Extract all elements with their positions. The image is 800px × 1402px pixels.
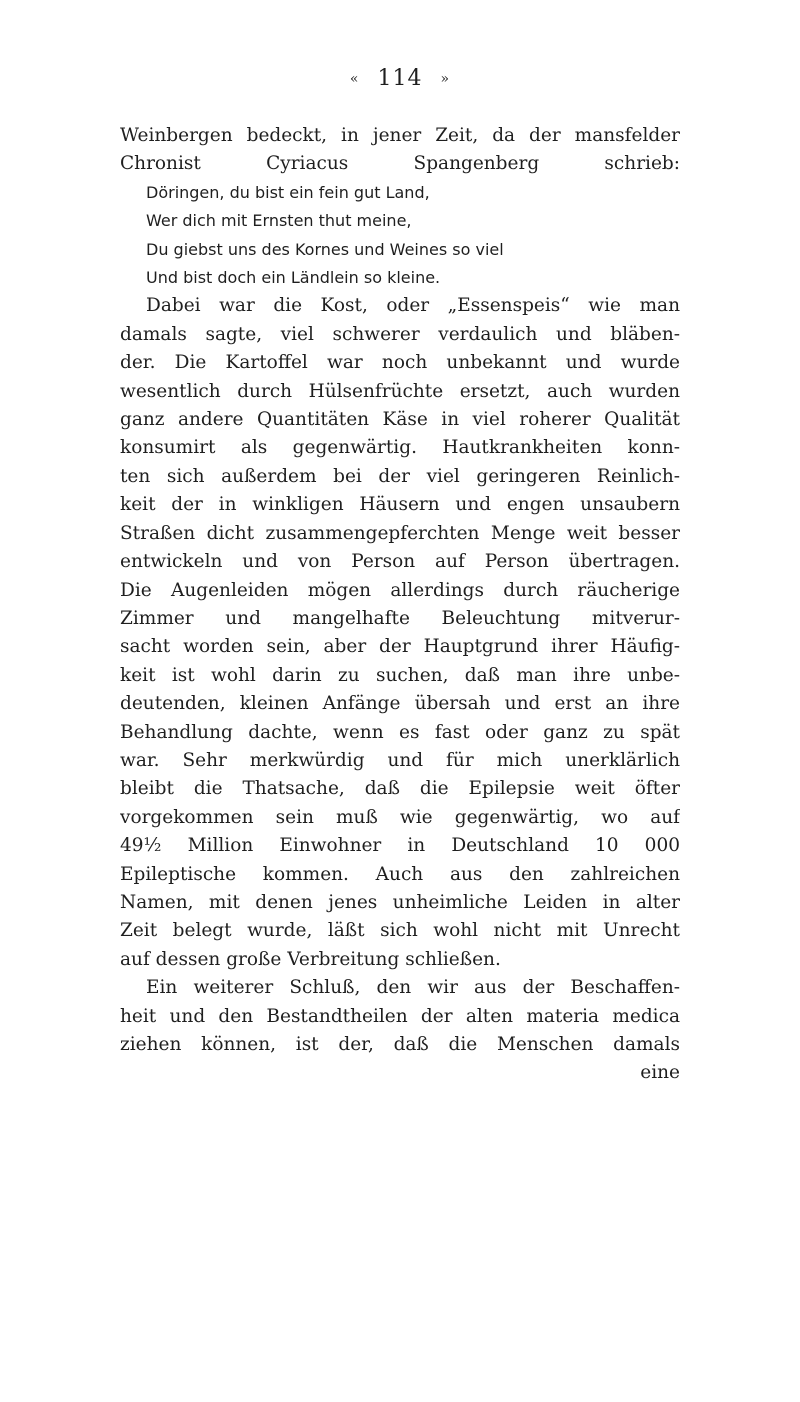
text-line: heit und den Bestandtheilen der alten materia medica <box>120 1005 680 1027</box>
text-line: Zimmer und mangelhafte Beleuchtung mitverur- <box>120 607 680 629</box>
text-line: konsumirt als gegenwärtig. Hautkrankheiten konn- <box>120 437 680 459</box>
text-line: damals sagte, viel schwerer verdaulich und bläben- <box>120 323 680 345</box>
text-line: Die Augenleiden mögen allerdings durch räucherige <box>120 579 680 601</box>
text-line: keit ist wohl darin zu suchen, daß man ihre unbe- <box>120 664 680 686</box>
text-line: Behandlung dachte, wenn es fast oder ganz zu spät <box>120 721 680 743</box>
text-line: Straßen dicht zusammengepferchten Menge weit besser <box>120 522 680 544</box>
text-line: 49½ Million Einwohner in Deutschland 10 000 <box>120 835 680 857</box>
verse-line: Wer dich mit Ernsten thut meine, <box>146 211 412 231</box>
verse-line: Und bist doch ein Ländlein so kleine. <box>146 268 441 288</box>
text-line: Weinbergen bedeckt, in jener Zeit, da der mansfelder <box>120 125 680 146</box>
text-line: entwickeln und von Person auf Person übertragen. <box>120 551 680 573</box>
text-line: Chronist Cyriacus Spangenberg schrieb: <box>120 153 680 175</box>
text-line: Namen, mit denen jenes unheimliche Leiden in alter <box>120 891 680 913</box>
text-line: auf dessen große Verbreitung schließen. <box>120 948 501 970</box>
text-line: bleibt die Thatsache, daß die Epilepsie weit öfter <box>120 778 680 800</box>
text-line: ten sich außerdem bei der viel geringeren Reinlich- <box>120 465 680 487</box>
text-line: keit der in winkligen Häusern und engen unsaubern <box>120 494 680 516</box>
page-header <box>0 66 800 91</box>
text-line: sacht worden sein, aber der Hauptgrund ihrer Häufig- <box>120 636 680 658</box>
text-line: der. Die Kartoffel war noch unbekannt und wurde <box>120 352 680 374</box>
text-line: ganz andere Quantitäten Käse in viel roherer Qualität <box>120 409 680 431</box>
page-number: 114 <box>377 66 423 91</box>
text-line: Dabei war die Kost, oder „Essenspeis“ wie man <box>146 295 680 317</box>
text-line: Zeit belegt wurde, läßt sich wohl nicht mit Unrecht <box>120 920 680 942</box>
body-text <box>120 122 680 1088</box>
verse-line: Döringen, du bist ein fein gut Land, <box>146 182 430 202</box>
text-line: Ein weiterer Schluß, den wir aus der Beschaffen- <box>146 977 680 999</box>
text-line: eine <box>640 1062 680 1084</box>
text-line: wesentlich durch Hülsenfrüchte ersetzt, auch wurden <box>120 380 680 402</box>
text-line: war. Sehr merkwürdig und für mich unerklärlich <box>120 749 680 771</box>
left-ornament: « <box>349 71 360 87</box>
text-line: vorgekommen sein muß wie gegenwärtig, wo auf <box>120 806 680 828</box>
text-line: deutenden, kleinen Anfänge übersah und erst an ihre <box>120 693 680 715</box>
right-ornament: » <box>440 71 451 87</box>
text-line: Epileptische kommen. Auch aus den zahlreichen <box>120 863 680 885</box>
verse-line: Du giebst uns des Kornes und Weines so viel <box>146 239 504 259</box>
text-line: ziehen können, ist der, daß die Menschen damals <box>120 1034 680 1055</box>
